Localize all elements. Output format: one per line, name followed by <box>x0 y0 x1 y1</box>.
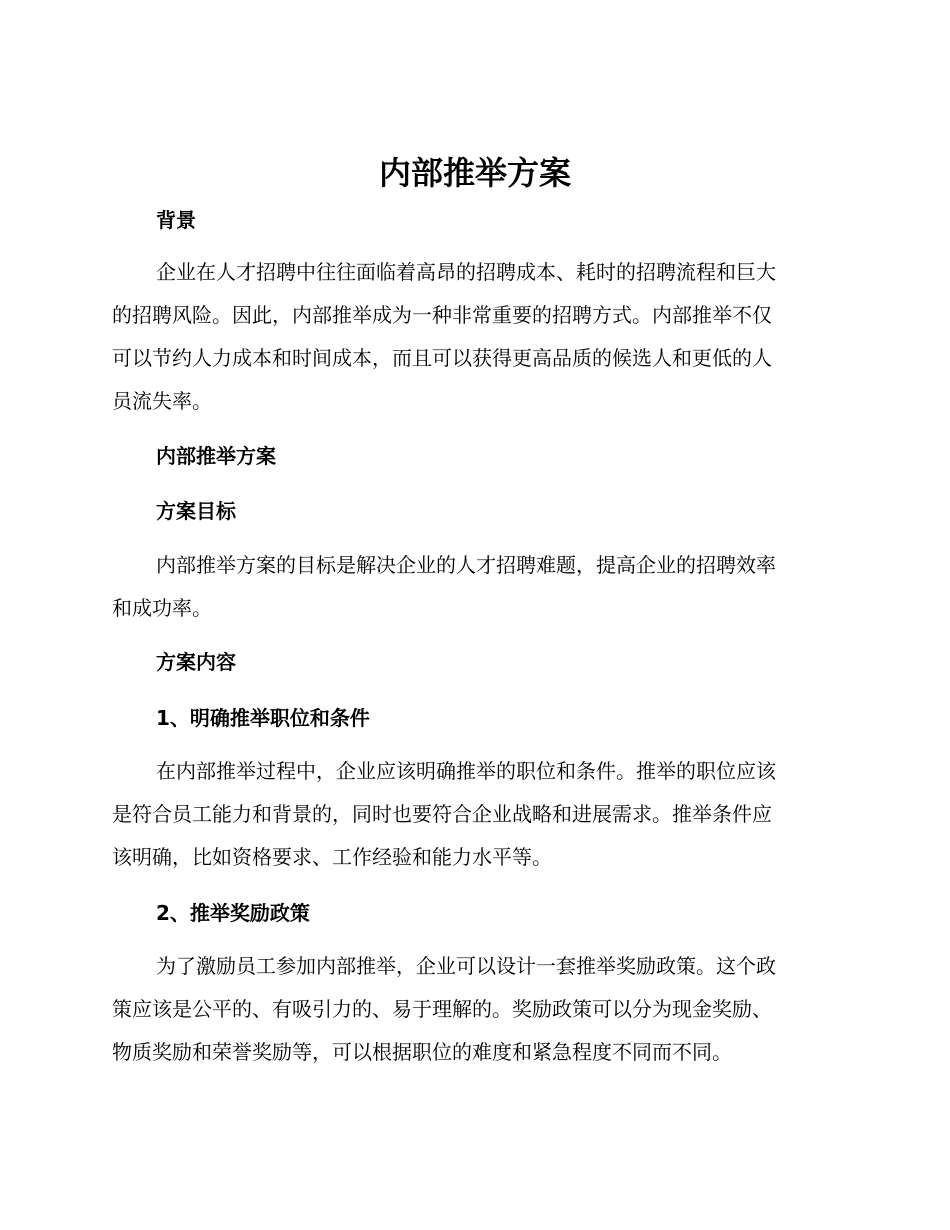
section-heading-plan-goal: 方案目标 <box>156 499 236 523</box>
paragraph-line: 的招聘风险。因此，内部推举成为一种非常重要的招聘方式。内部推举不仅 <box>112 303 772 327</box>
paragraph-plan-goal <box>112 544 830 630</box>
paragraph-line: 可以节约人力成本和时间成本，而且可以获得更高品质的候选人和更低的人 <box>112 346 772 370</box>
paragraph-line: 策应该是公平的、有吸引力的、易于理解的。奖励政策可以分为现金奖励、 <box>112 997 772 1021</box>
paragraph-line: 该明确，比如资格要求、工作经验和能力水平等。 <box>112 845 552 869</box>
section-heading-define-positions: 1、明确推举职位和条件 <box>156 706 370 730</box>
paragraph-line: 企业在人才招聘中往往面临着高昂的招聘成本、耗时的招聘流程和巨大 <box>156 260 776 284</box>
paragraph-reward-policy <box>112 945 830 1074</box>
section-heading-plan-content: 方案内容 <box>156 650 236 674</box>
paragraph-line: 为了激励员工参加内部推举，企业可以设计一套推举奖励政策。这个政 <box>156 954 776 978</box>
document-title: 内部推举方案 <box>378 154 571 192</box>
paragraph-line: 员流失率。 <box>112 389 212 413</box>
paragraph-background <box>112 251 830 423</box>
paragraph-line: 内部推举方案的目标是解决企业的人才招聘难题，提高企业的招聘效率 <box>156 553 776 577</box>
paragraph-line: 是符合员工能力和背景的，同时也要符合企业战略和进展需求。推举条件应 <box>112 802 772 826</box>
section-heading-internal-referral-plan: 内部推举方案 <box>156 444 276 468</box>
section-heading-reward-policy: 2、推举奖励政策 <box>156 901 310 925</box>
paragraph-define-positions <box>112 750 830 879</box>
paragraph-line: 在内部推举过程中，企业应该明确推举的职位和条件。推举的职位应该 <box>156 759 776 783</box>
paragraph-line: 和成功率。 <box>112 596 212 620</box>
section-heading-background: 背景 <box>156 208 196 232</box>
paragraph-line: 物质奖励和荣誉奖励等，可以根据职位的难度和紧急程度不同而不同。 <box>112 1040 732 1064</box>
